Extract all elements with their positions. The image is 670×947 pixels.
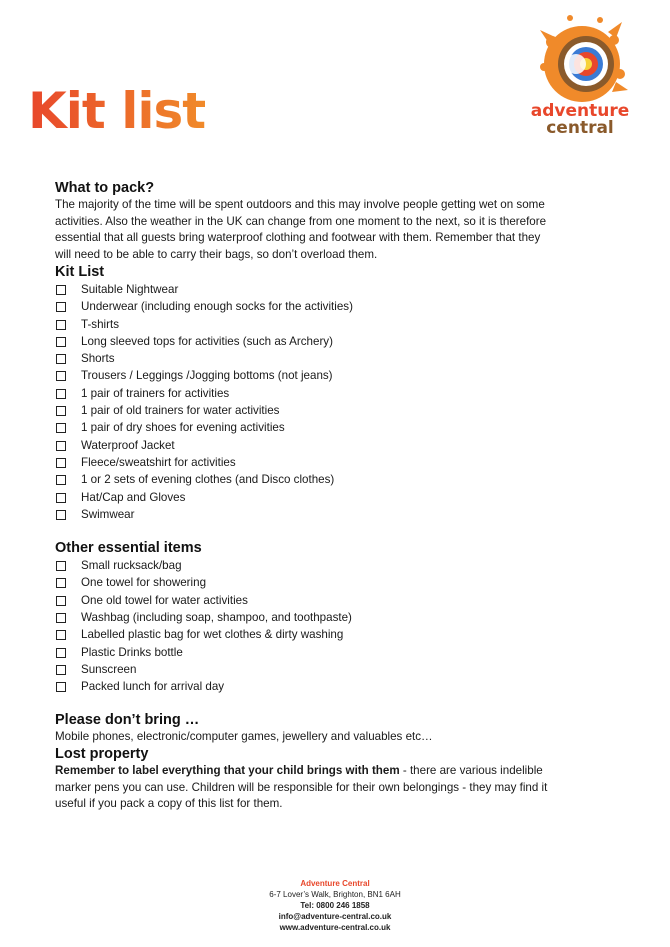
other-items-item xyxy=(55,644,555,661)
other-items-item-label: Washbag (including soap, shampoo, and toothpaste) xyxy=(81,611,352,625)
kit-list-item-label: Suitable Nightwear xyxy=(81,283,179,296)
kit-list-item-label: T-shirts xyxy=(81,317,120,331)
other-items-item-label: One old towel for water activities xyxy=(81,593,248,607)
lost-property-text xyxy=(55,763,555,813)
other-items-item xyxy=(55,557,555,574)
lost-property-detail: - there are various indelible marker pens you can use. Children will be responsible for their own belongings - they may find it useful if you pack a copy of this list for them. xyxy=(55,764,548,811)
other-items-item xyxy=(55,592,555,609)
checkbox-icon[interactable] xyxy=(56,337,66,347)
checkbox-icon[interactable] xyxy=(56,561,66,571)
other-items-checklist xyxy=(55,557,555,695)
checkbox-icon[interactable] xyxy=(56,475,66,485)
kit-list-item-label: Long sleeved tops for activities (such as Archery) xyxy=(81,334,333,348)
footer xyxy=(0,878,670,933)
footer-company: Adventure Central xyxy=(300,879,370,888)
kit-list-item-label: 1 pair of old trainers for water activities xyxy=(81,404,280,418)
kit-list-item-label: Fleece/sweatshirt for activities xyxy=(81,455,236,469)
kit-list-item xyxy=(55,333,555,350)
kit-list-item xyxy=(55,298,555,315)
kit-list-item xyxy=(55,316,555,333)
section-heading-lost-property: Lost property xyxy=(55,746,149,763)
page-title: Kit list xyxy=(28,82,206,140)
footer-phone: Tel: 0800 246 1858 xyxy=(300,901,370,910)
dont-bring-text: Mobile phones, electronic/computer games, jewellery and valuables etc… xyxy=(55,729,433,743)
other-items-item-label: Small rucksack/bag xyxy=(81,559,182,573)
kit-list-item-label: Underwear (including enough socks for the activities) xyxy=(81,300,353,314)
checkbox-icon[interactable] xyxy=(56,648,66,658)
checkbox-icon[interactable] xyxy=(56,458,66,468)
other-items-item-label: One towel for showering xyxy=(81,576,207,590)
checkbox-icon[interactable] xyxy=(56,302,66,312)
checkbox-icon[interactable] xyxy=(56,578,66,588)
lost-property-emphasis: Remember to label everything that your child brings with them xyxy=(55,764,400,778)
main-content xyxy=(55,180,555,813)
other-items-item-label: Plastic Drinks bottle xyxy=(81,645,183,659)
checkbox-icon[interactable] xyxy=(56,665,66,675)
other-items-item xyxy=(55,678,555,695)
kit-list-item xyxy=(55,350,555,367)
kit-checklist xyxy=(55,281,555,523)
kit-list-item xyxy=(55,454,555,471)
checkbox-icon[interactable] xyxy=(56,371,66,381)
checkbox-icon[interactable] xyxy=(56,389,66,399)
kit-list-item-label: 1 or 2 sets of evening clothes (and Disco clothes) xyxy=(81,473,335,487)
checkbox-icon[interactable] xyxy=(56,285,66,295)
kit-list-item-label: Hat/Cap and Gloves xyxy=(81,490,186,504)
kit-list-item xyxy=(55,437,555,454)
other-items-item xyxy=(55,661,555,678)
checkbox-icon[interactable] xyxy=(56,493,66,503)
checkbox-icon[interactable] xyxy=(56,320,66,330)
kit-list-item-label: Waterproof Jacket xyxy=(81,438,175,452)
kit-list-item xyxy=(55,419,555,436)
other-items-item xyxy=(55,574,555,591)
footer-website[interactable]: www.adventure-central.co.uk xyxy=(279,923,391,932)
kit-list-item xyxy=(55,489,555,506)
other-items-item xyxy=(55,609,555,626)
kit-list-item xyxy=(55,506,555,523)
other-items-item-label: Sunscreen xyxy=(81,662,137,676)
other-items-item xyxy=(55,626,555,643)
checkbox-icon[interactable] xyxy=(56,510,66,520)
checkbox-icon[interactable] xyxy=(56,354,66,364)
section-heading-dont-bring: Please don’t bring … xyxy=(55,711,200,728)
kit-list-item-label: Trousers / Leggings /Jogging bottoms (not jeans) xyxy=(81,369,333,383)
section-heading-what-to-pack: What to pack? xyxy=(55,180,155,196)
other-items-item-label: Labelled plastic bag for wet clothes & dirty washing xyxy=(81,628,344,642)
kit-list-item-label: Shorts xyxy=(81,352,115,366)
kit-list-item xyxy=(55,367,555,384)
checkbox-icon[interactable] xyxy=(56,596,66,606)
kit-list-item xyxy=(55,402,555,419)
footer-email[interactable]: info@adventure-central.co.uk xyxy=(278,912,392,921)
footer-address: 6-7 Lover’s Walk, Brighton, BN1 6AH xyxy=(269,890,401,899)
adventure-central-logo xyxy=(530,12,630,137)
checkbox-icon[interactable] xyxy=(56,630,66,640)
svg-text:adventure: adventure xyxy=(530,101,630,121)
kit-list-item xyxy=(55,385,555,402)
kit-list-item xyxy=(55,471,555,488)
section-heading-other-items: Other essential items xyxy=(55,540,202,557)
section-heading-kit-list: Kit List xyxy=(55,264,105,280)
kit-list-item xyxy=(55,281,555,298)
checkbox-icon[interactable] xyxy=(56,441,66,451)
kit-list-item-label: Swimwear xyxy=(81,507,135,521)
svg-text:central: central xyxy=(546,118,614,137)
what-to-pack-text: The majority of the time will be spent outdoors and this may involve people getting wet on some activities. Also the weather in the UK can change from one moment to the next, so it is therefore essential that all guests bring waterproof clothing and footwear with them. Remember that they will need to be able to carry their bags, so don’t overload them. xyxy=(55,198,547,261)
checkbox-icon[interactable] xyxy=(56,682,66,692)
checkbox-icon[interactable] xyxy=(56,613,66,623)
other-items-item-label: Packed lunch for arrival day xyxy=(81,680,225,694)
kit-list-item-label: 1 pair of dry shoes for evening activities xyxy=(81,421,285,435)
kit-list-item-label: 1 pair of trainers for activities xyxy=(81,386,230,400)
checkbox-icon[interactable] xyxy=(56,406,66,416)
checkbox-icon[interactable] xyxy=(56,423,66,433)
